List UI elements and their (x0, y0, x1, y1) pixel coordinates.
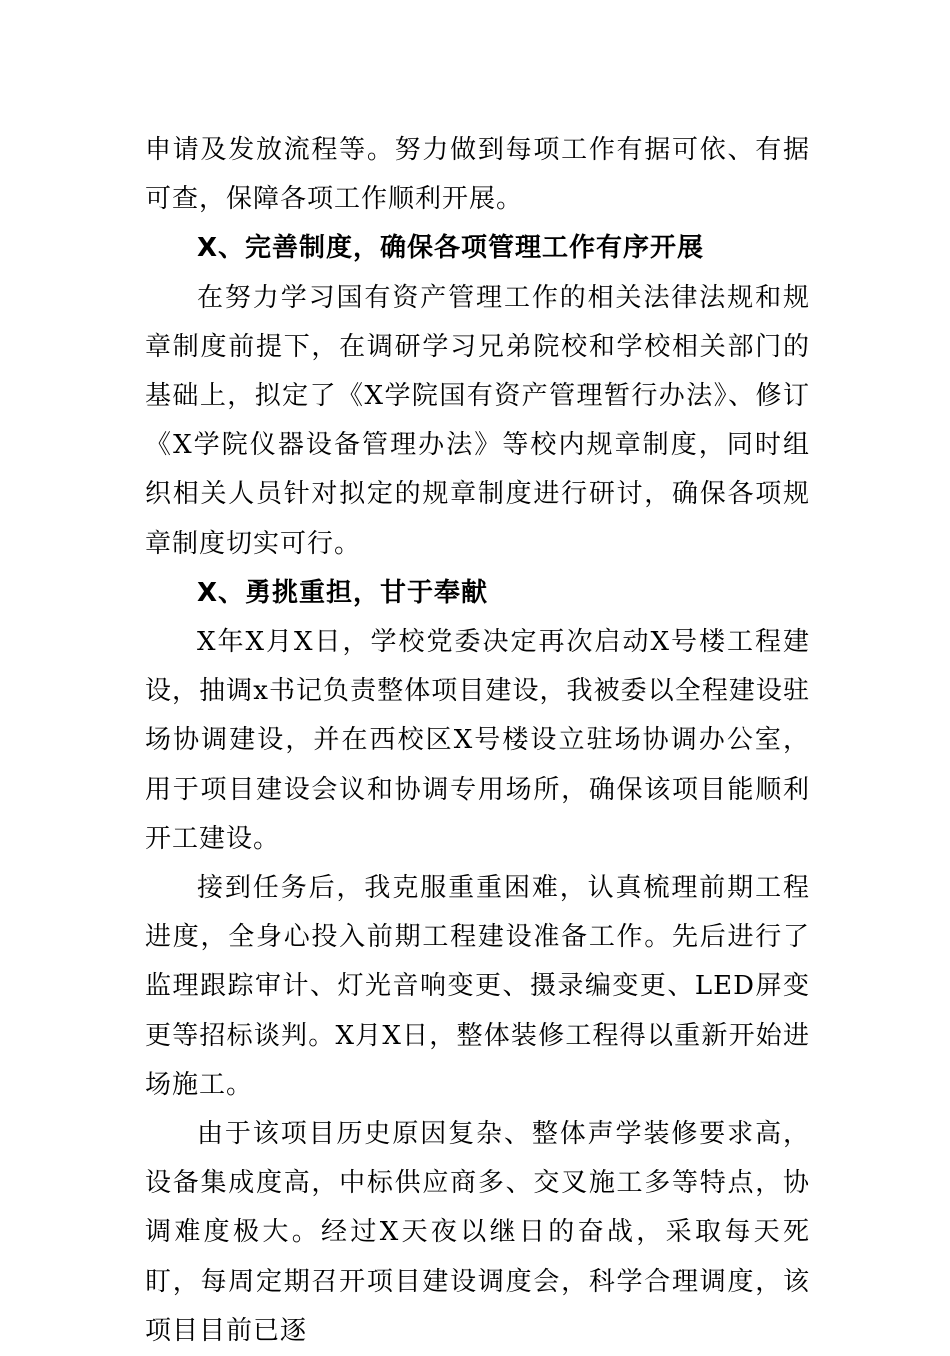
paragraph-project-start: X年X月X日，学校党委决定再次启动X号楼工程建设，抽调x书记负责整体项目建设，我被委以全程建设驻场协调建设，并在西校区X号楼设立驻场协调办公室，用于项目建设会议和协调专用场所，确保该项目能顺利开工建设。 (145, 627, 810, 854)
section-heading-responsibility: X、勇挑重担，甘于奉献 (197, 577, 489, 608)
paragraph-continuation: 申请及发放流程等。努力做到每项工作有据可依、有据可查，保障各项工作顺利开展。 (145, 135, 810, 215)
paragraph-task-received: 接到任务后，我克服重重困难，认真梳理前期工程进度，全身心投入前期工程建设准备工作。先后进行了监理跟踪审计、灯光音响变更、摄录编变更、LED屏变更等招标谈判。X月X日，整体装修工程得以重新开始进场施工。 (145, 873, 810, 1100)
document-body (145, 126, 810, 1356)
section-heading-system: X、完善制度，确保各项管理工作有序开展 (197, 233, 705, 264)
paragraph-project-difficulty: 由于该项目历史原因复杂、整体声学装修要求高，设备集成度高，中标供应商多、交叉施工多等特点，协调难度极大。经过X天夜以继日的奋战，采取每天死盯，每周定期召开项目建设调度会，科学合理调度，该项目目前已逐 (145, 1119, 810, 1346)
paragraph-regulations: 在努力学习国有资产管理工作的相关法律法规和规章制度前提下，在调研学习兄弟院校和学校相关部门的基础上，拟定了《X学院国有资产管理暂行办法》、修订《X学院仪器设备管理办法》等校内规章制度，同时组织相关人员针对拟定的规章制度进行研讨，确保各项规章制度切实可行。 (145, 282, 810, 559)
